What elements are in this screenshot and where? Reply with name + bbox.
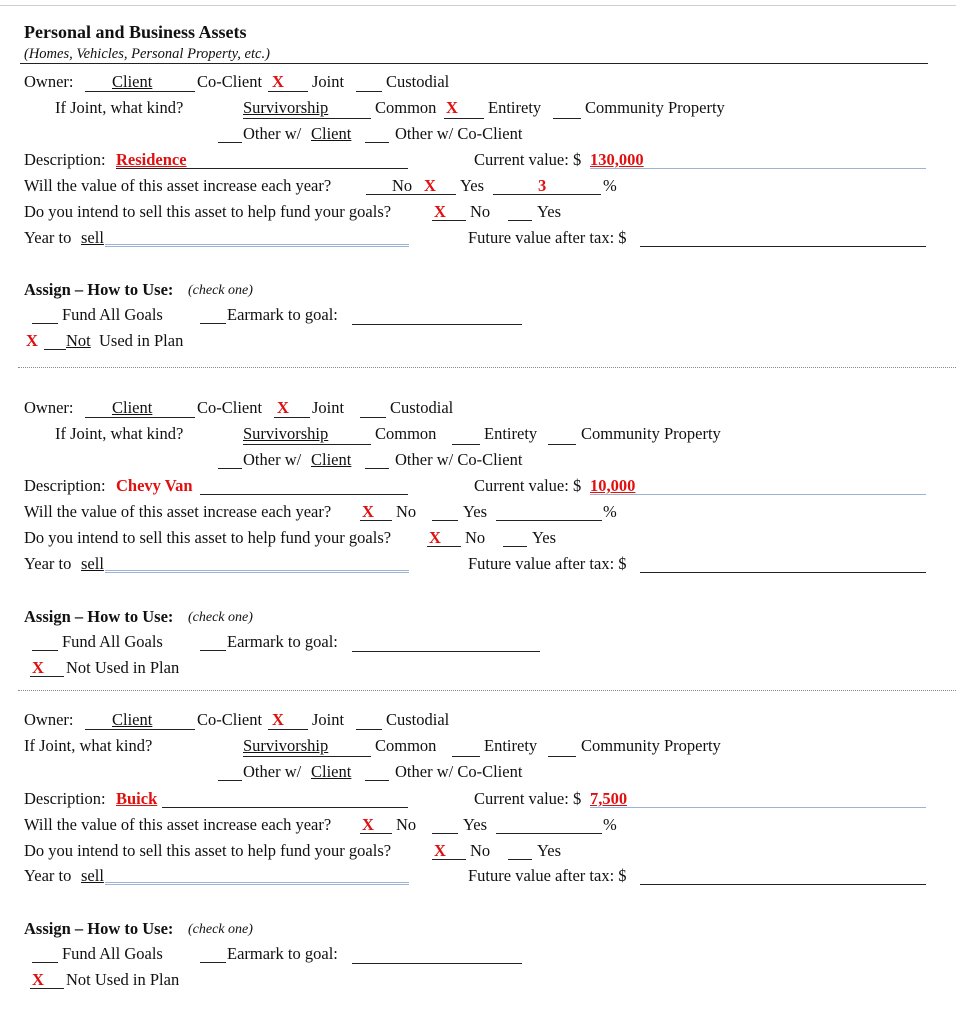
owner-joint[interactable]: Joint (312, 398, 345, 417)
increase-pct-field[interactable] (496, 520, 602, 521)
future-value-label: Future value after tax: $ (468, 228, 627, 247)
sell-no-line (427, 546, 461, 547)
current-value[interactable]: 130,000 (590, 150, 644, 169)
joint-survivorship[interactable]: Survivorship (243, 98, 329, 117)
co-client-line (268, 91, 308, 92)
increase-question: Will the value of this asset increase each year? (24, 176, 332, 195)
description-line (116, 168, 408, 169)
sell-yes-line (503, 546, 527, 547)
joint-community-property[interactable]: Community Property (585, 98, 725, 117)
fund-all-goals[interactable]: Fund All Goals (62, 305, 163, 324)
co-client-mark: X (272, 72, 284, 91)
sell-yes[interactable]: Yes (532, 528, 557, 547)
survivorship-line (243, 756, 371, 757)
description-value[interactable]: Buick (116, 789, 158, 808)
fund-all-line (32, 323, 58, 324)
entirety-line (548, 756, 576, 757)
owner-co-client[interactable]: Co-Client (197, 398, 263, 417)
earmark-check-line (200, 962, 226, 963)
sell-no-line (432, 220, 466, 221)
owner-co-client[interactable]: Co-Client (197, 710, 263, 729)
sell-mark: X (434, 841, 446, 860)
page-subtitle: (Homes, Vehicles, Personal Property, etc.) (24, 46, 270, 62)
year-to-sell-field[interactable] (105, 570, 409, 573)
percent-sign: % (603, 502, 617, 521)
other-w-label[interactable]: Other w/ (243, 762, 302, 781)
increase-yes[interactable]: Yes (463, 502, 488, 521)
description-label: Description: (24, 789, 106, 808)
owner-client[interactable]: Client (112, 72, 153, 91)
if-joint-label: If Joint, what kind? (55, 98, 184, 117)
owner-joint[interactable]: Joint (312, 710, 345, 729)
increase-pct-field[interactable] (496, 833, 602, 834)
earmark-goal-field[interactable] (352, 963, 522, 964)
other-w-label[interactable]: Other w/ (243, 124, 302, 143)
joint-survivorship[interactable]: Survivorship (243, 424, 329, 443)
increase-yes-line (432, 833, 458, 834)
increase-no[interactable]: No (396, 502, 417, 521)
other-coclient-line (365, 468, 389, 469)
future-value-label: Future value after tax: $ (468, 554, 627, 573)
description-value[interactable]: Chevy Van (116, 476, 193, 495)
year-to-sell-field[interactable] (105, 244, 409, 247)
year-to-label: Year to (24, 554, 72, 573)
other-line (218, 142, 242, 143)
common-mark: X (446, 98, 458, 117)
if-joint-label: If Joint, what kind? (24, 736, 153, 755)
joint-line (356, 729, 382, 730)
other-w-label[interactable]: Other w/ (243, 450, 302, 469)
sell-question: Do you intend to sell this asset to help fund your goals? (24, 528, 392, 547)
future-value-label: Future value after tax: $ (468, 866, 627, 885)
increase-no[interactable]: No (392, 176, 413, 195)
description-label: Description: (24, 150, 106, 169)
not-used-line (44, 349, 66, 350)
current-value-line (590, 807, 926, 808)
survivorship-line (243, 444, 371, 445)
increase-yes-line (432, 520, 458, 521)
increase-mark: X (362, 815, 374, 834)
joint-common[interactable]: Common (375, 736, 437, 755)
co-client-line (274, 417, 310, 418)
other-w-coclient[interactable]: Other w/ Co-Client (395, 124, 523, 143)
sell-no-line (432, 859, 466, 860)
increase-question: Will the value of this asset increase each year? (24, 815, 332, 834)
increase-pct-line (493, 194, 601, 195)
other-coclient-line (365, 142, 389, 143)
owner-label: Owner: (24, 398, 74, 417)
not-used-mark: X (32, 658, 44, 677)
other-w-coclient[interactable]: Other w/ Co-Client (395, 762, 523, 781)
sell-question: Do you intend to sell this asset to help fund your goals? (24, 202, 392, 221)
common-line (444, 118, 484, 119)
joint-survivorship[interactable]: Survivorship (243, 736, 329, 755)
owner-label: Owner: (24, 710, 74, 729)
owner-client-line (85, 417, 195, 418)
other-line (218, 468, 242, 469)
future-value-field[interactable] (640, 572, 926, 573)
other-line (218, 780, 242, 781)
description-line (162, 807, 408, 808)
fund-all-line (32, 962, 58, 963)
description-value[interactable]: Residence (116, 150, 187, 169)
year-to-sell-field[interactable] (105, 882, 409, 885)
entirety-line (553, 118, 581, 119)
joint-common[interactable]: Common (375, 424, 437, 443)
not-used-line (30, 988, 64, 989)
check-one-note: (check one) (188, 283, 253, 298)
check-one-note: (check one) (188, 610, 253, 625)
increase-no-mark: X (424, 176, 436, 195)
sell-mark: X (429, 528, 441, 547)
section-divider-1 (18, 367, 956, 368)
used-in-plan[interactable]: Used in Plan (99, 331, 184, 350)
other-w-client[interactable]: Client (311, 450, 352, 469)
future-value-field[interactable] (640, 246, 926, 247)
sell-no[interactable]: No (465, 528, 486, 547)
current-value-line (590, 168, 926, 169)
co-client-mark: X (272, 710, 284, 729)
joint-entirety[interactable]: Entirety (488, 98, 542, 117)
year-to-sell-label: sell (81, 554, 104, 573)
owner-client[interactable]: Client (112, 710, 153, 729)
joint-common[interactable]: Common (375, 98, 437, 117)
increase-mark: X (362, 502, 374, 521)
owner-co-client[interactable]: Co-Client (197, 72, 263, 91)
if-joint-label: If Joint, what kind? (55, 424, 184, 443)
sell-question: Do you intend to sell this asset to help fund your goals? (24, 841, 392, 860)
not-used-mark: X (32, 970, 44, 989)
owner-client-line (85, 91, 195, 92)
assign-heading: Assign – How to Use: (24, 919, 174, 938)
joint-community-property[interactable]: Community Property (581, 736, 721, 755)
current-value[interactable]: 7,500 (590, 789, 628, 808)
page-title: Personal and Business Assets (24, 22, 247, 42)
owner-client[interactable]: Client (112, 398, 153, 417)
owner-custodial[interactable]: Custodial (386, 710, 450, 729)
earmark-check-line (200, 323, 226, 324)
owner-label: Owner: (24, 72, 74, 91)
increase-yes[interactable]: Yes (460, 176, 485, 195)
increase-no-line (360, 520, 392, 521)
increase-pct-value[interactable]: 3 (538, 176, 547, 195)
sell-yes-line (508, 859, 532, 860)
not-used-mark: X (26, 331, 38, 350)
year-to-label: Year to (24, 866, 72, 885)
other-w-client[interactable]: Client (311, 762, 352, 781)
sell-yes-line (508, 220, 532, 221)
sell-no[interactable]: No (470, 202, 491, 221)
owner-client-line (85, 729, 195, 730)
earmark-label[interactable]: Earmark to goal: (227, 305, 338, 324)
joint-line (356, 91, 382, 92)
other-w-coclient[interactable]: Other w/ Co-Client (395, 450, 523, 469)
owner-custodial[interactable]: Custodial (390, 398, 454, 417)
current-value-label: Current value: $ (474, 476, 582, 495)
earmark-goal-field[interactable] (352, 651, 540, 652)
co-client-mark: X (277, 398, 289, 417)
current-value-label: Current value: $ (474, 150, 582, 169)
entirety-line (548, 444, 576, 445)
description-line (200, 494, 408, 495)
check-one-note: (check one) (188, 922, 253, 937)
increase-no-line (360, 833, 392, 834)
owner-custodial[interactable]: Custodial (386, 72, 450, 91)
other-w-client[interactable]: Client (311, 124, 352, 143)
fund-all-line (32, 650, 58, 651)
joint-community-property[interactable]: Community Property (581, 424, 721, 443)
fund-all-goals[interactable]: Fund All Goals (62, 632, 163, 651)
current-value-line (590, 494, 926, 495)
section-divider-2 (18, 690, 956, 691)
increase-yes[interactable]: Yes (463, 815, 488, 834)
increase-no[interactable]: No (396, 815, 417, 834)
year-to-sell-label: sell (81, 228, 104, 247)
assign-heading: Assign – How to Use: (24, 280, 174, 299)
future-value-field[interactable] (640, 884, 926, 885)
description-label: Description: (24, 476, 106, 495)
fund-all-goals[interactable]: Fund All Goals (62, 944, 163, 963)
survivorship-line (243, 118, 371, 119)
percent-sign: % (603, 815, 617, 834)
joint-entirety[interactable]: Entirety (484, 736, 538, 755)
sell-no[interactable]: No (470, 841, 491, 860)
page-top-border (0, 5, 956, 6)
other-coclient-line (365, 780, 389, 781)
earmark-goal-field[interactable] (352, 324, 522, 325)
assign-heading: Assign – How to Use: (24, 607, 174, 626)
earmark-label[interactable]: Earmark to goal: (227, 632, 338, 651)
not-used-in-plan[interactable]: Not Used in Plan (66, 658, 180, 677)
earmark-label[interactable]: Earmark to goal: (227, 944, 338, 963)
sell-yes[interactable]: Yes (537, 841, 562, 860)
current-value-label: Current value: $ (474, 789, 582, 808)
increase-question: Will the value of this asset increase each year? (24, 502, 332, 521)
joint-line (360, 417, 386, 418)
percent-sign: % (603, 176, 617, 195)
joint-entirety[interactable]: Entirety (484, 424, 538, 443)
sell-yes[interactable]: Yes (537, 202, 562, 221)
not-used-in-plan[interactable]: Not Used in Plan (66, 970, 180, 989)
sell-mark: X (434, 202, 446, 221)
owner-joint[interactable]: Joint (312, 72, 345, 91)
common-line (452, 756, 480, 757)
year-to-label: Year to (24, 228, 72, 247)
current-value[interactable]: 10,000 (590, 476, 636, 495)
common-line (452, 444, 480, 445)
earmark-check-line (200, 650, 226, 651)
not-used-line (30, 676, 64, 677)
co-client-line (268, 729, 308, 730)
not-label[interactable]: Not (66, 331, 91, 350)
header-rule (20, 63, 928, 64)
year-to-sell-label: sell (81, 866, 104, 885)
